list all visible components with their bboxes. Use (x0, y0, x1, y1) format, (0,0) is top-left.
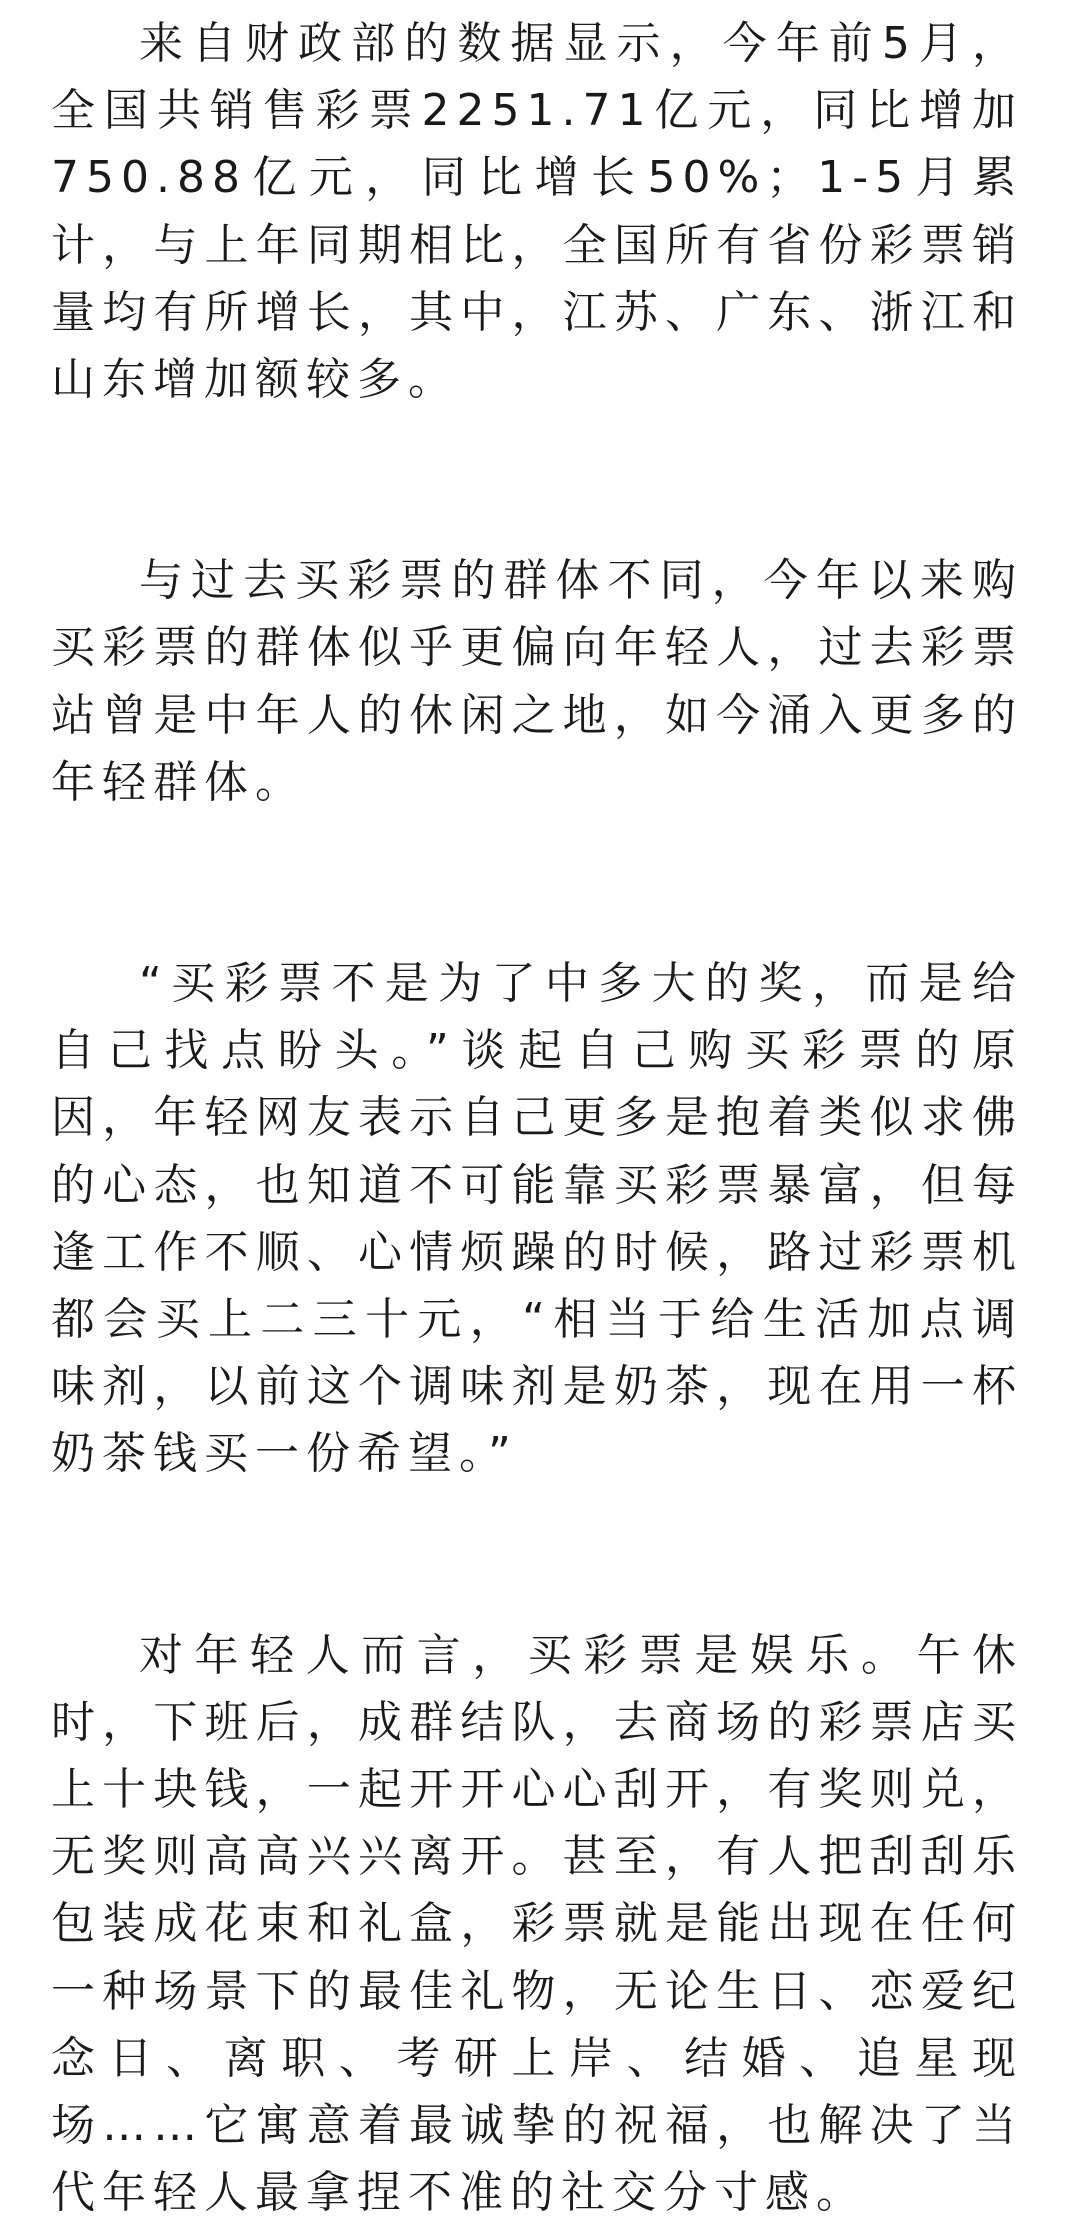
paragraph-lottery-sales-data: 来自财政部的数据显示，今年前5月，全国共销售彩票2251.71亿元，同比增加750.88亿元，同比增长50%；1-5月累计，与上年同期相比，全国所有省份彩票销量均有所增长，其中，江苏、广东、浙江和山东增加额较多。 (51, 18, 1023, 406)
paragraph-quote-hope: “买彩票不是为了中多大的奖，而是给自己找点盼头。”谈起自己购买彩票的原因，年轻网友表示自己更多是抱着类似求佛的心态，也知道不可能靠买彩票暴富，但每逢工作不顺、心情烦躁的时候，路过彩票机都会买上二三十元，“相当于给生活加点调味剂，以前这个调味剂是奶茶，现在用一杯奶茶钱买一份希望。” (51, 958, 1023, 1480)
paragraph-entertainment-gift: 对年轻人而言，买彩票是娱乐。午休时，下班后，成群结队，去商场的彩票店买上十块钱，一起开开心心刮开，有奖则兑，无奖则高高兴兴离开。甚至，有人把刮刮乐包装成花束和礼盒，彩票就是能出现在任何一种场景下的最佳礼物，无论生日、恋爱纪念日、离职、考研上岸、结婚、追星现场……它寓意着最诚挚的祝福，也解决了当代年轻人最拿捏不准的社交分寸感。 (51, 1629, 1023, 2219)
article-body (51, 10, 1023, 2226)
paragraph-young-buyers: 与过去买彩票的群体不同，今年以来购买彩票的群体似乎更偏向年轻人，过去彩票站曾是中年人的休闲之地，如今涌入更多的年轻群体。 (51, 555, 1023, 808)
